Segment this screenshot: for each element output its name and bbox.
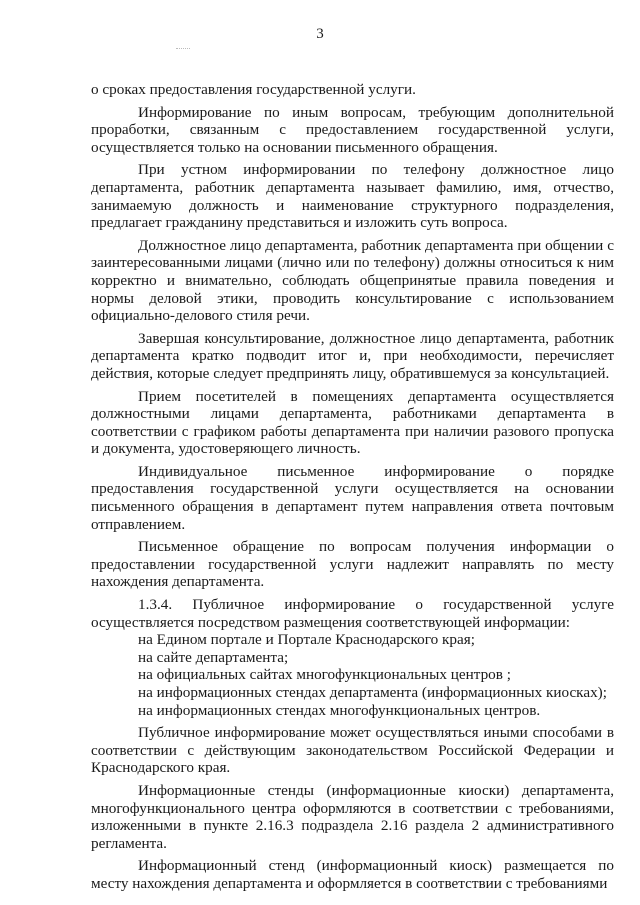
list-item: на информационных стендах департамента (информационных киосках); xyxy=(138,684,607,701)
paragraph: Должностное лицо департамента, работник департамента при общении с заинтересованными лицами (лично или по телефону) должны относиться к ним корректно и внимательно, соблюдать общепринятые правила поведения и нормы деловой этики, проводить консультирование с использованием официально-делового стиля речи. xyxy=(91,236,614,325)
paragraph: При устном информировании по телефону должностное лицо департамента, работник департамента называет фамилию, имя, отчество, занимаемую должность и наименование структурного подразделения, предлагает гражданину представиться и изложить суть вопроса. xyxy=(91,161,614,232)
paragraph: Информационный стенд (информационный киоск) размещается по месту нахождения департамента и оформляется в соответствии с требованиями xyxy=(91,857,614,892)
paragraph: Публичное информирование может осуществляться иными способами в соответствии с действующим законодательством Российской Федерации и Краснодарского края. xyxy=(91,724,614,777)
list-item: на официальных сайтах многофункциональных центров ; xyxy=(138,666,511,684)
list-item: на сайте департамента; xyxy=(138,648,289,666)
section-paragraph: 1.3.4. Публичное информирование о государственной услуге осуществляется посредством размещения соответствующей информации: xyxy=(91,596,614,631)
paragraph: Прием посетителей в помещениях департамента осуществляется должностными лицами департамента, работниками департамента в соответствии с графиком работы департамента при наличии разового пропуска и документа, удостоверяющего личность. xyxy=(91,387,614,458)
list-item: на информационных стендах многофункциональных центров. xyxy=(138,701,541,719)
paragraph: Письменное обращение по вопросам получения информации о предоставлении государственной услуги надлежит направлять по месту нахождения департамента. xyxy=(91,538,614,591)
paragraph-continuation: о сроках предоставления государственной услуги. xyxy=(91,81,416,98)
paragraph: Индивидуальное письменное информирование о порядке предоставления государственной услуги осуществляется на основании письменного обращения в департамент путем направления ответа почтовым отправлением. xyxy=(91,462,614,533)
list-item: на Едином портале и Портале Краснодарского края; xyxy=(138,631,475,649)
page-number: 3 xyxy=(316,26,324,42)
paragraph: Информационные стенды (информационные киоски) департамента, многофункционального центра оформляются в соответствии с требованиями, изложенными в пункте 2.16.3 подраздела 2.16 раздела 2 административного регламента. xyxy=(91,781,614,852)
scan-mark xyxy=(176,48,190,50)
paragraph: Завершая консультирование, должностное лицо департамента, работник департамента кратко подводит итог и, при необходимости, перечисляет действия, которые следует предпринять лицу, обратившемуся за консультацией. xyxy=(91,329,614,382)
paragraph: Информирование по иным вопросам, требующим дополнительной проработки, связанным с предоставлением государственной услуги, осуществляется только на основании письменного обращения. xyxy=(91,103,614,156)
document-body xyxy=(91,81,614,898)
